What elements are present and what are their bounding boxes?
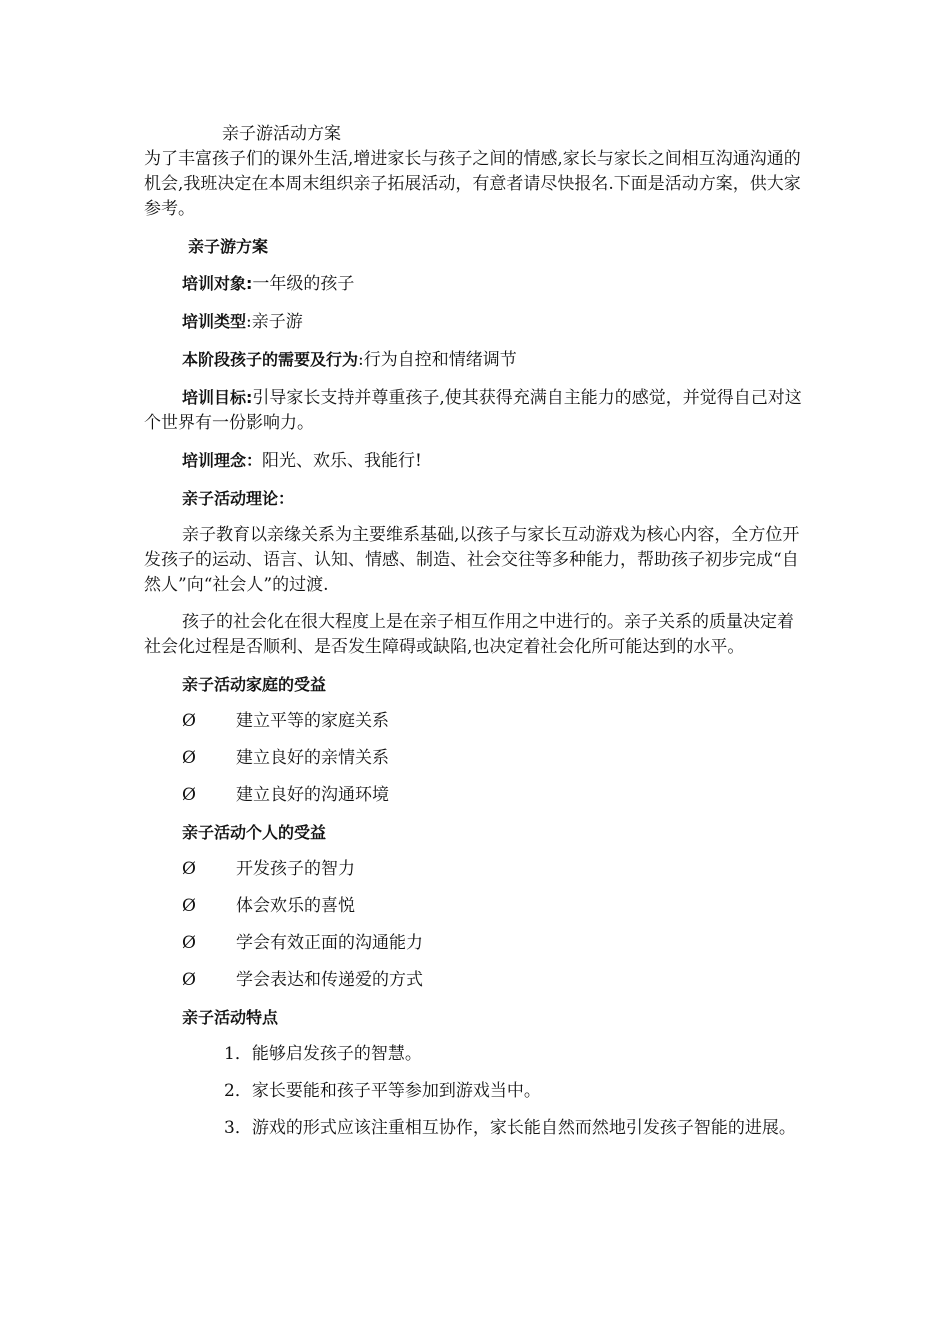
list-item (144, 709, 808, 734)
list-item (144, 783, 808, 808)
feature-number: 3． (224, 1118, 252, 1138)
feature-item (144, 1116, 808, 1141)
document-body (144, 122, 808, 1141)
theory-paragraph: 孩子的社会化在很大程度上是在亲子相互作用之中进行的。亲子关系的质量决定着社会化过程是否顺利、是否发生障碍或缺陷,也决定着社会化所可能达到的水平。 (144, 612, 794, 657)
field-value: 一年级的孩子 (252, 274, 355, 294)
feature-text: 家长要能和孩子平等参加到游戏当中。 (251, 1081, 541, 1101)
field-value: 引导家长支持并尊重孩子,使其获得充满自主能力的感觉，并觉得自己对这个世界有一份影响力。 (144, 388, 802, 433)
personal-benefits-heading: 亲子活动个人的受益 (182, 823, 327, 842)
field-type (144, 309, 808, 335)
field-value: :亲子游 (246, 312, 303, 332)
theory-paragraph: 亲子教育以亲缘关系为主要维系基础,以孩子与家长互动游戏为核心内容，全方位开发孩子的运动、语言、认知、情感、制造、社会交往等多种能力，帮助孩子初步完成“自然人”向“社会人”的过渡. (144, 525, 800, 595)
list-item-text: 建立平等的家庭关系 (236, 711, 389, 731)
field-target (144, 271, 808, 297)
intro-paragraph: 为了丰富孩子们的课外生活,增进家长与孩子之间的情感,家长与家长之间相互沟通沟通的机会,我班决定在本周末组织亲子拓展活动，有意者请尽快报名.下面是活动方案，供大家参考。 (144, 149, 801, 219)
bullet-mark: Ø (182, 970, 196, 990)
document-title: 亲子游活动方案 (222, 124, 341, 144)
family-benefits-heading: 亲子活动家庭的受益 (182, 675, 327, 694)
field-label: 培训理念： (182, 451, 263, 470)
list-item-text: 学会有效正面的沟通能力 (236, 933, 423, 953)
feature-number: 2． (224, 1081, 252, 1101)
bullet-mark: Ø (182, 748, 196, 768)
list-item (144, 857, 808, 882)
list-item (144, 746, 808, 771)
field-label: 培训类型 (182, 312, 247, 331)
feature-item (144, 1079, 808, 1104)
list-item-text: 建立良好的沟通环境 (236, 785, 389, 805)
field-needs (144, 347, 808, 373)
list-item (144, 931, 808, 956)
list-item-text: 开发孩子的智力 (236, 859, 355, 879)
feature-text: 能够启发孩子的智慧。 (251, 1044, 422, 1064)
list-item-text: 体会欢乐的喜悦 (236, 896, 355, 916)
bullet-mark: Ø (182, 785, 196, 805)
list-item-text: 学会表达和传递爱的方式 (236, 970, 423, 990)
field-label: 培训对象: (182, 274, 253, 293)
field-value: 阳光、欢乐、我能行! (262, 451, 422, 471)
field-value: :行为自控和情绪调节 (358, 350, 517, 370)
field-concept (144, 448, 808, 474)
feature-item (144, 1042, 808, 1067)
bullet-mark: Ø (182, 896, 196, 916)
bullet-mark: Ø (182, 859, 196, 879)
list-item (144, 968, 808, 993)
list-item (144, 894, 808, 919)
list-item-text: 建立良好的亲情关系 (236, 748, 389, 768)
field-label: 本阶段孩子的需要及行为 (182, 350, 359, 369)
feature-number: 1． (224, 1044, 252, 1064)
plan-heading: 亲子游方案 (188, 237, 269, 256)
theory-heading: 亲子活动理论： (182, 489, 295, 508)
bullet-mark: Ø (182, 711, 196, 731)
field-goal (144, 385, 808, 436)
field-label: 培训目标: (182, 388, 253, 407)
features-heading: 亲子活动特点 (182, 1008, 279, 1027)
feature-text: 游戏的形式应该注重相互协作，家长能自然而然地引发孩子智能的进展。 (251, 1118, 796, 1138)
bullet-mark: Ø (182, 933, 196, 953)
